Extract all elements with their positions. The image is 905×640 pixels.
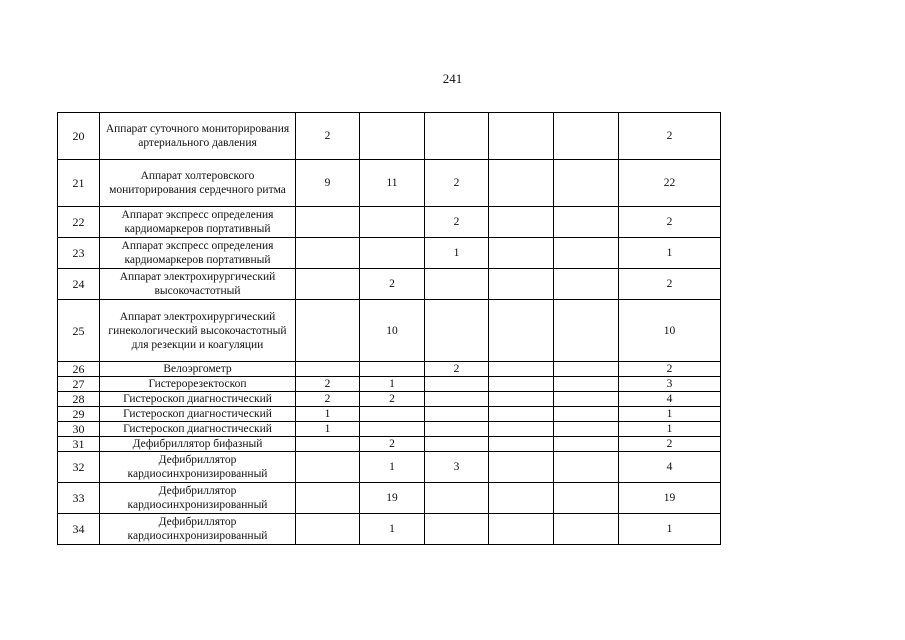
- quantity-cell: [489, 269, 554, 300]
- quantity-cell: [554, 160, 619, 207]
- quantity-cell: [489, 113, 554, 160]
- table-row: [58, 392, 721, 407]
- row-number-cell: 32: [58, 452, 100, 483]
- quantity-cell: 2: [360, 269, 425, 300]
- table-row: [58, 377, 721, 392]
- quantity-cell: [489, 437, 554, 452]
- quantity-cell: [425, 269, 489, 300]
- quantity-cell: [489, 452, 554, 483]
- quantity-cell: [425, 422, 489, 437]
- quantity-cell: [489, 483, 554, 514]
- table-body: [58, 113, 721, 545]
- row-number-cell: 23: [58, 238, 100, 269]
- row-number-cell: 33: [58, 483, 100, 514]
- quantity-cell: [296, 514, 360, 545]
- page-number: 241: [442, 71, 463, 86]
- row-number-cell: 25: [58, 300, 100, 362]
- quantity-cell: [360, 407, 425, 422]
- table-row: [58, 437, 721, 452]
- quantity-cell: [554, 113, 619, 160]
- equipment-name-cell: Аппарат экспресс определения кардиомаркеров портативный: [100, 238, 296, 269]
- quantity-cell: 2: [296, 113, 360, 160]
- equipment-name-cell: Гистероскоп диагностический: [100, 392, 296, 407]
- row-number-cell: 28: [58, 392, 100, 407]
- row-number-cell: 30: [58, 422, 100, 437]
- quantity-cell: [425, 483, 489, 514]
- quantity-cell: 11: [360, 160, 425, 207]
- quantity-cell: 9: [296, 160, 360, 207]
- quantity-cell: [554, 362, 619, 377]
- total-cell: 1: [619, 407, 721, 422]
- total-cell: 2: [619, 362, 721, 377]
- quantity-cell: 2: [360, 392, 425, 407]
- quantity-cell: [296, 238, 360, 269]
- quantity-cell: [425, 407, 489, 422]
- quantity-cell: [489, 362, 554, 377]
- total-cell: 4: [619, 452, 721, 483]
- quantity-cell: [489, 514, 554, 545]
- quantity-cell: 3: [425, 452, 489, 483]
- quantity-cell: 1: [360, 377, 425, 392]
- quantity-cell: [554, 300, 619, 362]
- quantity-cell: [489, 392, 554, 407]
- quantity-cell: [489, 422, 554, 437]
- quantity-cell: [489, 377, 554, 392]
- row-number-cell: 21: [58, 160, 100, 207]
- quantity-cell: 2: [425, 160, 489, 207]
- equipment-table: [57, 112, 721, 545]
- table-row: [58, 238, 721, 269]
- quantity-cell: [489, 300, 554, 362]
- row-number-cell: 24: [58, 269, 100, 300]
- quantity-cell: [296, 269, 360, 300]
- table-row: [58, 113, 721, 160]
- quantity-cell: [425, 437, 489, 452]
- quantity-cell: [489, 238, 554, 269]
- quantity-cell: 1: [360, 514, 425, 545]
- row-number-cell: 34: [58, 514, 100, 545]
- quantity-cell: [296, 207, 360, 238]
- equipment-name-cell: Велоэргометр: [100, 362, 296, 377]
- table-row: [58, 407, 721, 422]
- quantity-cell: 2: [296, 392, 360, 407]
- row-number-cell: 26: [58, 362, 100, 377]
- quantity-cell: 2: [425, 207, 489, 238]
- quantity-cell: [425, 377, 489, 392]
- equipment-name-cell: Аппарат электрохирургический гинекологический высокочастотный для резекции и коагуляции: [100, 300, 296, 362]
- table-row: [58, 207, 721, 238]
- quantity-cell: 1: [296, 422, 360, 437]
- total-cell: 2: [619, 207, 721, 238]
- quantity-cell: [296, 300, 360, 362]
- quantity-cell: [554, 269, 619, 300]
- quantity-cell: [554, 377, 619, 392]
- quantity-cell: 10: [360, 300, 425, 362]
- equipment-name-cell: Аппарат суточного мониторирования артериального давления: [100, 113, 296, 160]
- equipment-name-cell: Дефибриллятор бифазный: [100, 437, 296, 452]
- table-row: [58, 300, 721, 362]
- row-number-cell: 31: [58, 437, 100, 452]
- quantity-cell: [296, 452, 360, 483]
- table-row: [58, 362, 721, 377]
- row-number-cell: 22: [58, 207, 100, 238]
- quantity-cell: [554, 422, 619, 437]
- quantity-cell: [554, 452, 619, 483]
- quantity-cell: [296, 362, 360, 377]
- quantity-cell: [554, 392, 619, 407]
- table-row: [58, 514, 721, 545]
- quantity-cell: 2: [296, 377, 360, 392]
- equipment-name-cell: Аппарат холтеровского мониторирования сердечного ритма: [100, 160, 296, 207]
- quantity-cell: 1: [360, 452, 425, 483]
- total-cell: 2: [619, 113, 721, 160]
- total-cell: 2: [619, 437, 721, 452]
- table-row: [58, 160, 721, 207]
- quantity-cell: [489, 160, 554, 207]
- quantity-cell: 19: [360, 483, 425, 514]
- equipment-name-cell: Аппарат электрохирургический высокочастотный: [100, 269, 296, 300]
- equipment-name-cell: Аппарат экспресс определения кардиомаркеров портативный: [100, 207, 296, 238]
- row-number-cell: 27: [58, 377, 100, 392]
- table-row: [58, 422, 721, 437]
- equipment-name-cell: Гистероскоп диагностический: [100, 407, 296, 422]
- row-number-cell: 29: [58, 407, 100, 422]
- quantity-cell: [489, 407, 554, 422]
- total-cell: 4: [619, 392, 721, 407]
- total-cell: 1: [619, 422, 721, 437]
- row-number-cell: 20: [58, 113, 100, 160]
- quantity-cell: [296, 483, 360, 514]
- total-cell: 10: [619, 300, 721, 362]
- quantity-cell: [425, 300, 489, 362]
- quantity-cell: [360, 207, 425, 238]
- equipment-name-cell: Дефибриллятор кардиосинхронизированный: [100, 483, 296, 514]
- quantity-cell: [296, 437, 360, 452]
- quantity-cell: 1: [425, 238, 489, 269]
- quantity-cell: [360, 422, 425, 437]
- table-row: [58, 483, 721, 514]
- quantity-cell: [489, 207, 554, 238]
- total-cell: 19: [619, 483, 721, 514]
- quantity-cell: [425, 392, 489, 407]
- table-row: [58, 452, 721, 483]
- quantity-cell: [554, 207, 619, 238]
- quantity-cell: [554, 437, 619, 452]
- total-cell: 22: [619, 160, 721, 207]
- quantity-cell: [360, 238, 425, 269]
- equipment-name-cell: Гистероскоп диагностический: [100, 422, 296, 437]
- quantity-cell: [554, 514, 619, 545]
- total-cell: 1: [619, 514, 721, 545]
- quantity-cell: [554, 407, 619, 422]
- quantity-cell: 2: [425, 362, 489, 377]
- quantity-cell: [425, 113, 489, 160]
- quantity-cell: [360, 113, 425, 160]
- total-cell: 3: [619, 377, 721, 392]
- table-row: [58, 269, 721, 300]
- total-cell: 2: [619, 269, 721, 300]
- quantity-cell: [554, 483, 619, 514]
- quantity-cell: 1: [296, 407, 360, 422]
- quantity-cell: [360, 362, 425, 377]
- quantity-cell: [554, 238, 619, 269]
- equipment-name-cell: Гистерорезектоскоп: [100, 377, 296, 392]
- total-cell: 1: [619, 238, 721, 269]
- quantity-cell: [425, 514, 489, 545]
- equipment-name-cell: Дефибриллятор кардиосинхронизированный: [100, 452, 296, 483]
- equipment-name-cell: Дефибриллятор кардиосинхронизированный: [100, 514, 296, 545]
- quantity-cell: 2: [360, 437, 425, 452]
